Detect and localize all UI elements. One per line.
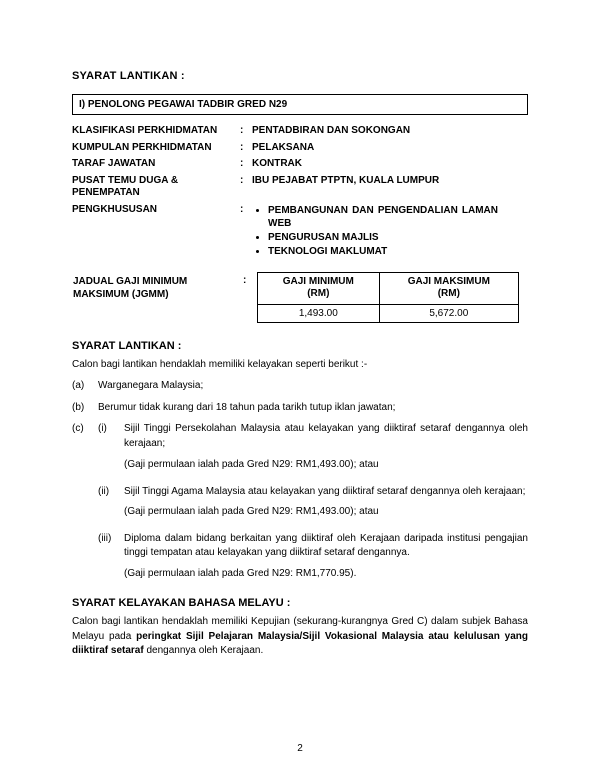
column-header-gaji-maksimum: [379, 272, 518, 304]
salary-section: [72, 271, 528, 324]
bahasa-melayu-title: SYARAT KELAYAKAN BAHASA MELAYU :: [72, 597, 291, 609]
spec-value: IBU PEJABAT PTPTN, KUALA LUMPUR: [252, 174, 440, 186]
bm-text-part2: dengannya oleh Kerajaan.: [143, 645, 264, 656]
requirement-note-c-i: (Gaji permulaan ialah pada Gred N29: RM1,493.00); atau: [124, 459, 379, 470]
requirement-note-c-ii: (Gaji permulaan ialah pada Gred N29: RM1,493.00); atau: [124, 506, 379, 517]
page-number: 2: [297, 743, 303, 754]
header-line1: GAJI MAKSIMUM: [407, 275, 490, 287]
spec-value: PENTADBIRAN DAN SOKONGAN: [252, 125, 411, 136]
spec-value: KONTRAK: [252, 158, 302, 169]
salary-table-cell: [256, 271, 528, 324]
position-title-box: I) PENOLONG PEGAWAI TADBIR GRED N29: [72, 94, 528, 115]
requirement-note-c-iii: (Gaji permulaan ialah pada Gred N29: RM1,770.95).: [124, 567, 357, 579]
list-item: • PENGURUSAN MAJLIS: [268, 231, 528, 244]
requirement-text: Berumur tidak kurang dari 18 tahun pada tarikh tutup iklan jawatan;: [98, 401, 396, 413]
salary-table: [257, 272, 519, 323]
spec-label: KUMPULAN PERKHIDMATAN: [72, 141, 212, 153]
table-row: [72, 271, 528, 324]
requirement-submarker: (iii): [98, 532, 112, 544]
jgmm-label: JADUAL GAJI MINIMUM MAKSIMUM (JGMM): [73, 275, 188, 300]
header-line2: (RM): [437, 288, 460, 299]
requirement-text: Sijil Tinggi Persekolahan Malaysia atau kelayakan yang diiktiraf setaraf dengannya oleh kerajaan;: [124, 423, 528, 449]
table-row: [72, 156, 528, 173]
cell-gaji-minimum: 1,493.00: [258, 304, 380, 322]
requirement-item-c: [72, 422, 528, 451]
pengkhususan-label: PENGKHUSUSAN: [72, 203, 158, 215]
table-header-row: [258, 272, 519, 304]
requirement-marker: (c): [72, 423, 84, 434]
table-row: [258, 304, 519, 322]
pengkhususan-value: [252, 202, 528, 261]
requirement-item-c-iii: [72, 532, 528, 561]
requirement-text: Diploma dalam bidang berkaitan yang diiktiraf oleh Kerajaan daripada institusi pengajian tinggi tempatan atau kelayakan yang diiktiraf setaraf dengannya.: [124, 532, 528, 558]
bahasa-melayu-paragraph: [72, 615, 528, 659]
requirements-title: SYARAT LANTIKAN :: [72, 339, 182, 352]
table-row: [72, 140, 528, 157]
jgmm-table: [72, 271, 528, 324]
spec-colon: :: [240, 174, 244, 186]
cell-gaji-maksimum: 5,672.00: [379, 304, 518, 322]
spec-colon: :: [240, 141, 244, 153]
spec-label: TARAF JAWATAN: [72, 158, 156, 169]
spec-value: PELAKSANA: [252, 141, 315, 153]
requirement-submarker: (ii): [98, 485, 110, 497]
requirement-marker: (b): [72, 401, 85, 413]
pengkhususan-list: [252, 204, 528, 258]
pengkhususan-colon: :: [240, 203, 244, 215]
table-row: [72, 123, 528, 140]
spec-label: KLASIFIKASI PERKHIDMATAN: [72, 125, 218, 136]
list-item: • TEKNOLOGI MAKLUMAT: [268, 245, 528, 258]
header-line1: GAJI MINIMUM: [282, 275, 354, 287]
requirement-item-b: [72, 401, 528, 416]
bm-text-bold: peringkat Sijil Pelajaran Malaysia/Sijil Vokasional Malaysia atau kelulusan yang diiktiraf setaraf: [72, 630, 528, 656]
spec-colon: :: [240, 158, 244, 169]
list-item: • PEMBANGUNAN DAN PENGENDALIAN LAMAN WEB: [268, 204, 498, 230]
requirement-text: Warganegara Malaysia;: [98, 380, 204, 391]
column-header-gaji-minimum: [258, 272, 380, 304]
table-row: [72, 173, 528, 202]
specification-table: [72, 123, 528, 261]
table-row: [72, 202, 528, 261]
header-line2: (RM): [307, 288, 330, 299]
bm-text-part1: Calon bagi lantikan hendaklah memiliki Kepujian (sekurang-kurangnya Gred C) dalam subjek Bahasa Melayu pada: [72, 616, 528, 642]
page-title: SYARAT LANTIKAN :: [72, 70, 185, 82]
requirement-item-c-ii: [72, 485, 528, 500]
requirement-item-a: [72, 379, 528, 394]
requirement-submarker: (i): [98, 423, 107, 434]
spec-colon: :: [240, 125, 244, 136]
requirement-text: Sijil Tinggi Agama Malaysia atau kelayakan yang diiktiraf setaraf dengannya oleh kerajaan;: [124, 485, 526, 497]
requirement-marker: (a): [72, 380, 85, 391]
spec-label: PUSAT TEMU DUGA & PENEMPATAN: [72, 174, 179, 198]
requirements-intro: Calon bagi lantikan hendaklah memiliki kelayakan seperti berikut :-: [72, 358, 368, 370]
jgmm-colon: :: [243, 274, 247, 286]
